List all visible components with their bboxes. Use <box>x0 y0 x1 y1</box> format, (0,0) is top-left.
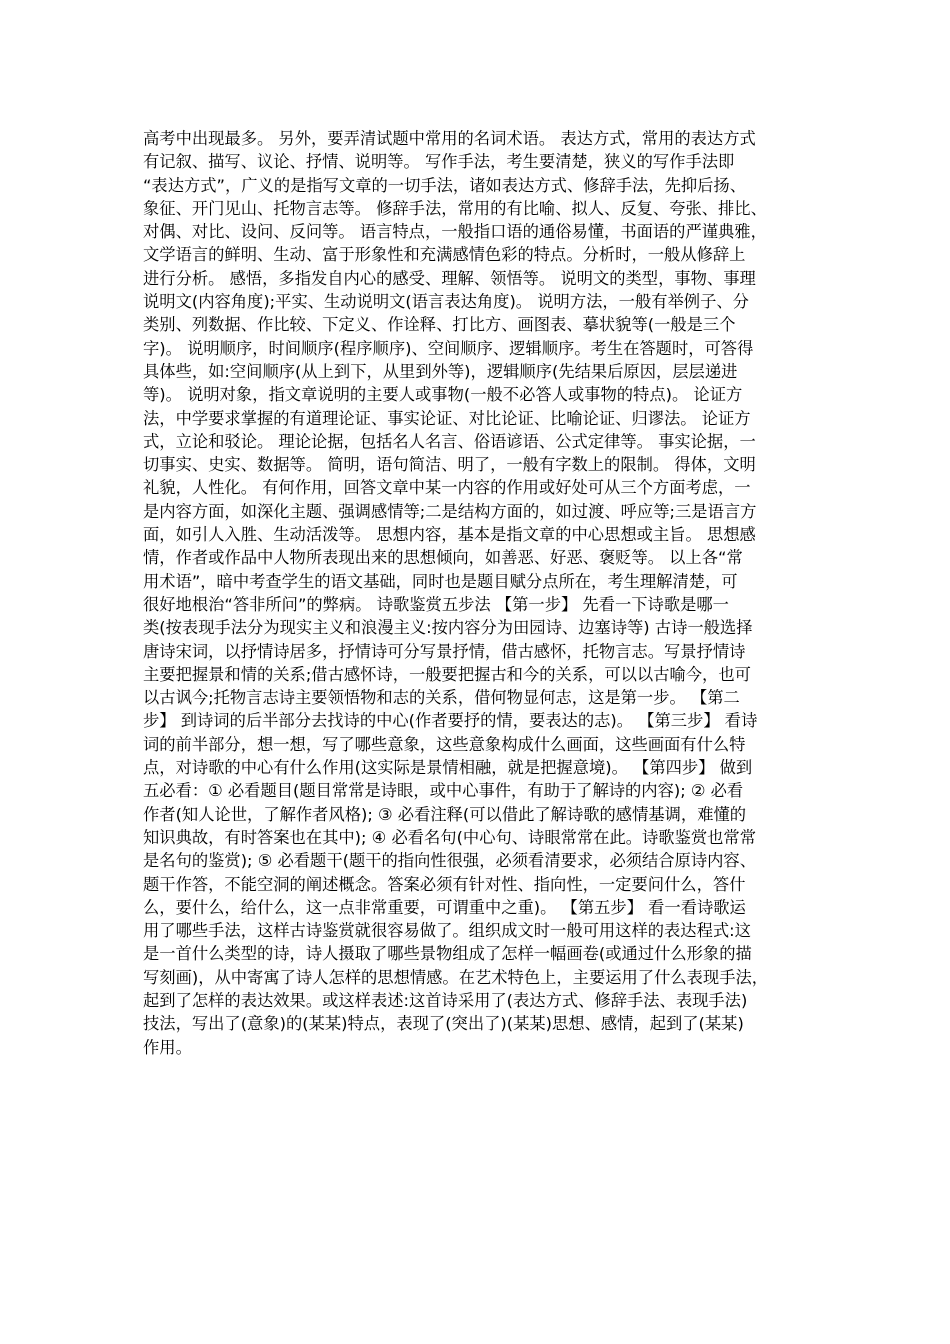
text-line: 唐诗宋词，以抒情诗居多，抒情诗可分写景抒情，借古感怀，托物言志。写景抒情诗 <box>143 641 746 661</box>
text-line: 法，中学要求掌握的有道理论证、事实论证、对比论证、比喻论证、归谬法。 论证方 <box>143 408 751 428</box>
text-line: 技法，写出了(意象)的(某某)特点，表现了(突出了)(某某)思想、感情，起到了(某某) <box>143 1014 744 1034</box>
text-line: 是一首什么类型的诗，诗人摄取了哪些景物组成了怎样一幅画卷(或通过什么形象的描 <box>143 944 752 964</box>
text-line: 礼貌，人性化。 有何作用，回答文章中某一内容的作用或好处可从三个方面考虑，一 <box>143 478 751 498</box>
text-line: 知识典故，有时答案也在其中); ④ 必看名句(中心句、诗眼常常在此。诗歌鉴赏也常常 <box>143 827 756 847</box>
text-line: 类(按表现手法分为现实主义和浪漫主义:按内容分为田园诗、边塞诗等) 古诗一般选择 <box>143 618 753 638</box>
text-line: 等)。 说明对象，指文章说明的主要人或事物(一般不必答人或事物的特点)。 论证方 <box>143 385 743 405</box>
text-line: 步】 到诗词的后半部分去找诗的中心(作者要抒的情，要表达的志)。 【第三步】 看诗 <box>143 711 758 731</box>
text-line: 用了哪些手法，这样古诗鉴赏就很容易做了。组织成文时一般可用这样的表达程式:这 <box>143 921 751 941</box>
body-text <box>143 127 811 1059</box>
text-line: 文学语言的鲜明、生动、富于形象性和充满感情色彩的特点。分析时，一般从修辞上 <box>143 245 746 265</box>
text-line: 有记叙、描写、议论、抒情、说明等。 写作手法，考生要清楚，狭义的写作手法即 <box>143 152 735 172</box>
text-line: 高考中出现最多。 另外，要弄清试题中常用的名词术语。 表达方式，常用的表达方式 <box>143 129 756 148</box>
text-line: 字)。 说明顺序，时间顺序(程序顺序)、空间顺序、逻辑顺序。考生在答题时，可答得 <box>143 338 754 358</box>
text-line: 词的前半部分，想一想，写了哪些意象，这些意象构成什么画面，这些画面有什么特 <box>143 734 746 754</box>
text-line: “表达方式”，广义的是指写文章的一切手法，诸如表达方式、修辞手法，先抑后扬、 <box>143 175 746 195</box>
text-line: 么，要什么，给什么，这一点非常重要，可谓重中之重)。 【第五步】 看一看诗歌运 <box>143 897 746 917</box>
text-line: 说明文(内容角度);平实、生动说明文(语言表达角度)。 说明方法，一般有举例子、分 <box>143 292 749 312</box>
text-line: 作用。 <box>143 1037 192 1057</box>
text-line: 象征、开门见山、托物言志等。 修辞手法，常用的有比喻、拟人、反复、夸张、排比、 <box>143 198 767 218</box>
text-line: 面，如引人入胜、生动活泼等。 思想内容，基本是指文章的中心思想或主旨。 思想感 <box>143 525 756 545</box>
text-line: 具体些，如:空间顺序(从上到下，从里到外等)，逻辑顺序(先结果后原因，层层递进 <box>143 361 738 381</box>
text-line: 是内容方面，如深化主题、强调感情等;二是结构方面的，如过渡、呼应等;三是语言方 <box>143 501 757 521</box>
text-line: 五必看：① 必看题目(题目常常是诗眼，或中心事件，有助于了解诗的内容); ② 必看 <box>143 781 744 801</box>
text-line: 以古讽今;托物言志诗主要领悟物和志的关系，借何物显何志，这是第一步。 【第二 <box>143 688 740 708</box>
text-line: 用术语”，暗中考查学生的语文基础，同时也是题目赋分点所在，考生理解清楚，可 <box>143 571 738 591</box>
text-line: 点，对诗歌的中心有什么作用(这实际是景情相融，就是把握意境)。 【第四步】 做到 <box>143 758 753 778</box>
text-line: 主要把握景和情的关系;借古感怀诗，一般要把握古和今的关系，可以以古喻今，也可 <box>143 664 751 684</box>
text-line: 写刻画)，从中寄寓了诗人怎样的思想情感。在艺术特色上，主要运用了什么表现手法， <box>143 967 769 987</box>
text-line: 对偶、对比、设问、反问等。 语言特点，一般指口语的通俗易懂，书面语的严谨典雅， <box>143 222 767 242</box>
text-line: 进行分析。 感悟，多指发自内心的感受、理解、领悟等。 说明文的类型，事物、事理 <box>143 268 756 288</box>
text-line: 作者(知人论世，了解作者风格); ③ 必看注释(可以借此了解诗歌的感情基调，难懂的 <box>143 804 747 824</box>
text-line: 起到了怎样的表达效果。或这样表述:这首诗采用了(表达方式、修辞手法、表现手法) <box>143 990 748 1010</box>
text-line: 情，作者或作品中人物所表现出来的思想倾向，如善恶、好恶、褒贬等。 以上各“常 <box>143 548 743 568</box>
text-line: 切事实、史实、数据等。 简明，语句简洁、明了，一般有字数上的限制。 得体，文明 <box>143 455 756 475</box>
text-line: 类别、列数据、作比较、下定义、作诠释、打比方、画图表、摹状貌等(一般是三个 <box>143 315 736 335</box>
text-line: 式，立论和驳论。 理论论据，包括名人名言、俗语谚语、公式定律等。 事实论据，一 <box>143 431 756 451</box>
text-line: 很好地根治“答非所问”的弊病。 诗歌鉴赏五步法 【第一步】 先看一下诗歌是哪一 <box>143 594 729 614</box>
text-line: 题干作答，不能空洞的阐述概念。答案必须有针对性、指向性，一定要问什么，答什 <box>143 874 746 894</box>
text-line: 是名句的鉴赏); ⑤ 必看题干(题干的指向性很强，必须看清要求，必须结合原诗内容、 <box>143 851 756 871</box>
